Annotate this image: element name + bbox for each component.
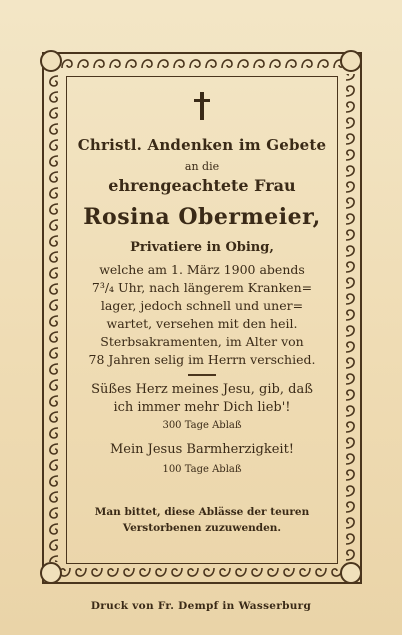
top-scroll-ornament bbox=[44, 54, 360, 74]
body-line-5: Sterbsakramenten, im Alter von bbox=[100, 334, 304, 349]
body-line-4: wartet, versehen mit den heil. bbox=[106, 316, 298, 331]
occupation-line: Privatiere in Obing, bbox=[130, 240, 274, 255]
note-line-2: Verstorbenen zuzuwenden. bbox=[122, 522, 282, 534]
corner-ornament-top-left bbox=[40, 50, 62, 72]
indulgence-2: 100 Tage Ablaß bbox=[162, 464, 242, 475]
deceased-name: Rosina Obermeier, bbox=[83, 204, 321, 230]
line-an-die: an die bbox=[184, 160, 220, 173]
prayer-1-line-1: Süßes Herz meines Jesu, gib, daß bbox=[91, 382, 313, 397]
corner-ornament-bottom-left bbox=[40, 562, 62, 584]
section-divider bbox=[188, 374, 216, 376]
printer-imprint: Druck von Fr. Dempf in Wasserburg bbox=[90, 600, 312, 612]
corner-ornament-bottom-right bbox=[340, 562, 362, 584]
body-line-1: welche am 1. März 1900 abends bbox=[99, 262, 305, 277]
left-scroll-ornament bbox=[44, 74, 64, 562]
card-content bbox=[74, 86, 330, 556]
prayer-2: Mein Jesus Barmherzigkeit! bbox=[109, 442, 295, 457]
right-scroll-ornament bbox=[340, 74, 360, 562]
line-ehrengeachtete: ehrengeachtete Frau bbox=[108, 176, 296, 195]
card-title: Christl. Andenken im Gebete bbox=[77, 136, 327, 154]
bottom-scroll-ornament bbox=[44, 562, 360, 582]
body-line-3: lager, jedoch schnell und uner= bbox=[100, 298, 304, 313]
prayer-1-line-2: ich immer mehr Dich lieb'! bbox=[113, 400, 291, 415]
indulgence-1: 300 Tage Ablaß bbox=[162, 420, 242, 431]
corner-ornament-top-right bbox=[340, 50, 362, 72]
body-line-2: 7³/₄ Uhr, nach längerem Kranken= bbox=[91, 280, 313, 295]
body-line-6: 78 Jahren selig im Herrn verschied. bbox=[88, 352, 316, 367]
note-line-1: Man bittet, diese Ablässe der teuren bbox=[94, 506, 310, 518]
cross-icon bbox=[194, 92, 210, 120]
